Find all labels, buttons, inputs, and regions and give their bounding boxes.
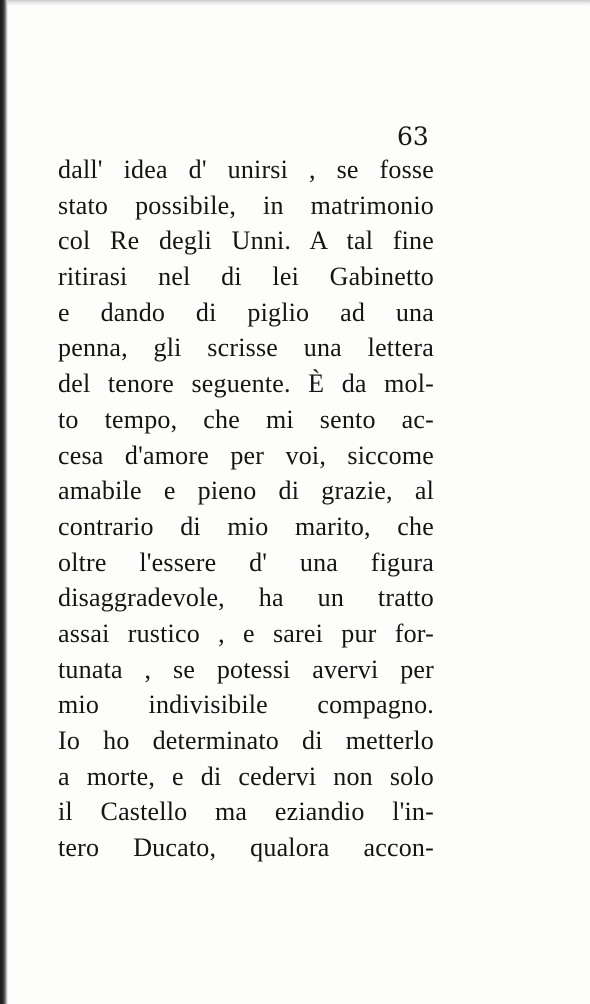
text-line: oltre l'essere d' una figura [58,547,434,577]
text-line: mio indivisibile compagno. [58,690,434,720]
text-line: e dando di piglio ad una [58,297,434,327]
text-line: stato possibile, in matrimonio [58,190,434,220]
text-line: a morte, e di cedervi non solo [58,761,434,791]
text-line: ritirasi nel di lei Gabinetto [58,262,434,292]
text-line: penna, gli scrisse una lettera [58,333,434,363]
text-line: amabile e pieno di grazie, al [58,476,434,506]
binding-gutter [0,0,8,1004]
text-line: tero Ducato, qualora accon- [58,833,434,863]
text-line: del tenore seguente. È da mol- [58,369,434,399]
text-line: assai rustico , e sarei pur for- [58,618,434,648]
text-line: contrario di mio marito, che [58,511,434,541]
text-line: Io ho determinato di metterlo [58,726,434,755]
text-line: il Castello ma eziandio l'in- [58,797,434,827]
page-top-edge [0,0,590,6]
text-line: dall' idea d' unirsi , se fosse [58,155,434,184]
text-line: to tempo, che mi sento ac- [58,404,434,434]
text-line: disaggradevole, ha un tratto [58,583,434,613]
text-line: cesa d'amore per voi, siccome [58,440,434,470]
text-line: tunata , se potessi avervi per [58,654,434,684]
text-line: col Re degli Unni. A tal fine [58,226,434,256]
page-number: 63 [397,122,429,151]
body-text [58,152,434,866]
